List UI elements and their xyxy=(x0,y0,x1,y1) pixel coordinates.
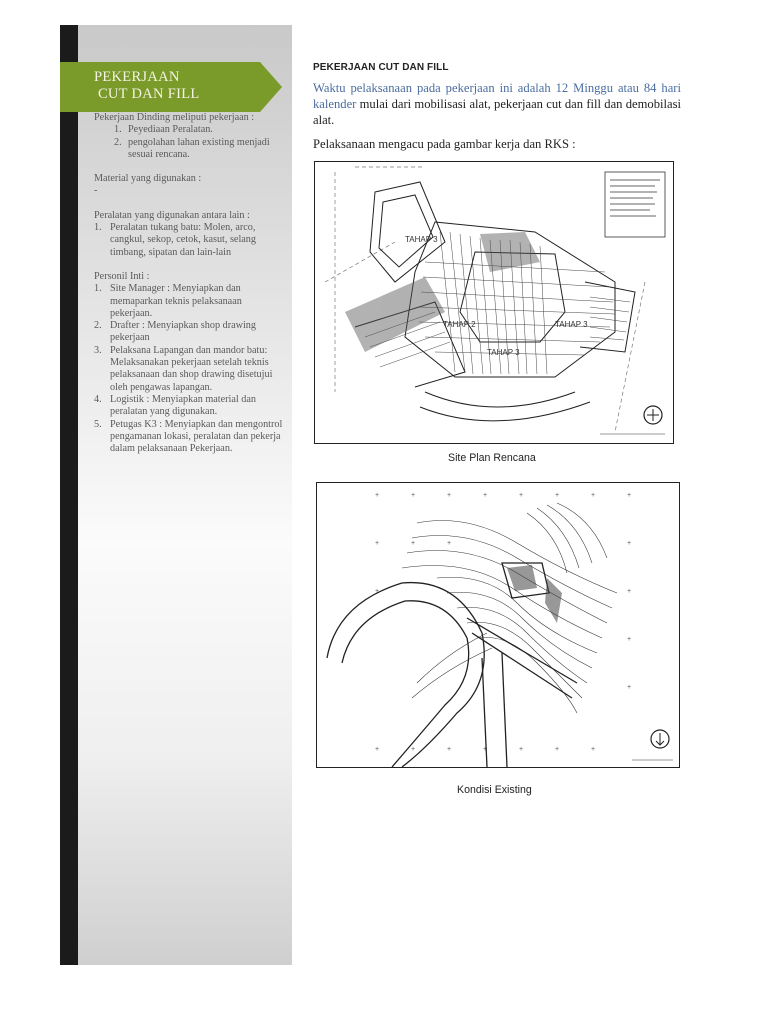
equipment-list xyxy=(94,222,284,259)
site-plan-caption: Site Plan Rencana xyxy=(448,452,536,464)
label-tahap-3b: TAHAP 3 xyxy=(555,320,588,329)
svg-text:+: + xyxy=(375,746,380,753)
list-number: 1. xyxy=(114,124,122,136)
list-number: 1. xyxy=(94,283,102,295)
list-item xyxy=(94,124,284,136)
list-item xyxy=(94,419,284,456)
svg-text:+: + xyxy=(627,636,632,643)
list-item xyxy=(94,222,284,259)
list-item xyxy=(94,283,284,320)
equipment-label: Peralatan yang digunakan antara lain : xyxy=(94,209,250,221)
svg-text:+: + xyxy=(447,746,452,753)
list-item xyxy=(94,320,284,345)
main-heading: PEKERJAAN CUT DAN FILL xyxy=(313,62,449,73)
list-number: 3. xyxy=(94,344,102,356)
list-text: Peyediaan Peralatan. xyxy=(128,124,213,136)
svg-text:+: + xyxy=(591,746,596,753)
list-item xyxy=(94,394,284,419)
svg-text:+: + xyxy=(447,492,452,499)
svg-text:+: + xyxy=(627,540,632,547)
svg-text:+: + xyxy=(519,746,524,753)
label-tahap-3a: TAHAP 3 xyxy=(405,235,438,244)
svg-text:+: + xyxy=(411,746,416,753)
scope-intro: Pekerjaan Dinding meliputi pekerjaan : xyxy=(94,112,255,123)
banner-title-line2: CUT DAN FILL xyxy=(97,86,200,102)
svg-text:+: + xyxy=(483,492,488,499)
sidebar-content xyxy=(94,112,284,455)
list-number: 1. xyxy=(94,222,102,234)
schedule-highlight: Waktu pelaksanaan pada pekerjaan ini adalah 12 Minggu atau 84 hari kalender xyxy=(313,81,681,111)
label-tahap-3c: TAHAP 3 xyxy=(487,348,520,357)
list-text: Logistik : Menyiapkan material dan peralatan yang digunakan. xyxy=(110,393,256,418)
reference-paragraph: Pelaksanaan mengacu pada gambar kerja dan RKS : xyxy=(313,137,576,151)
personnel-list xyxy=(94,283,284,455)
svg-text:+: + xyxy=(627,684,632,691)
list-number: 2. xyxy=(114,136,122,148)
list-number: 4. xyxy=(94,393,102,405)
label-tahap-2: TAHAP 2 xyxy=(443,320,476,329)
list-text: Site Manager : Menyiapkan dan memaparkan teknis pelaksanaan pekerjaan. xyxy=(110,283,242,319)
list-text: Petugas K3 : Menyiapkan dan mengontrol pengamanan lokasi, peralatan dan pekerja dalam pelaksanaan Pekerjaan. xyxy=(110,418,283,455)
schedule-rest: mulai dari mobilisasi alat, pekerjaan cut dan fill dan demobilasi alat. xyxy=(313,97,681,127)
svg-text:+: + xyxy=(627,492,632,499)
list-number: 5. xyxy=(94,418,102,430)
svg-text:+: + xyxy=(627,588,632,595)
list-text: Pelaksana Lapangan dan mandor batu: Melaksanakan pekerjaan setelah teknis pelaksanaan dan shop drawing disetujui oleh pengawas lapangan. xyxy=(110,344,273,393)
banner-title-line1: PEKERJAAN xyxy=(94,69,180,85)
svg-text:+: + xyxy=(447,540,452,547)
schedule-paragraph xyxy=(313,80,681,128)
banner-title xyxy=(94,69,200,103)
material-value: - xyxy=(94,185,98,197)
existing-condition-caption: Kondisi Existing xyxy=(457,784,532,796)
scope-list xyxy=(94,124,284,161)
site-plan-drawing xyxy=(314,161,674,444)
list-text: Drafter : Menyiapkan shop drawing pekerjaan xyxy=(110,320,256,344)
list-text: pengolahan lahan existing menjadi sesuai rencana. xyxy=(128,136,270,160)
existing-condition-image xyxy=(317,483,679,767)
sidebar-dark-strip xyxy=(60,25,78,965)
svg-text:+: + xyxy=(375,588,380,595)
svg-text:+: + xyxy=(555,492,560,499)
list-item xyxy=(94,345,284,394)
site-plan-image xyxy=(315,162,673,443)
svg-text:+: + xyxy=(555,746,560,753)
existing-condition-drawing xyxy=(316,482,680,768)
svg-text:+: + xyxy=(411,540,416,547)
list-item xyxy=(94,137,284,162)
material-label: Material yang digunakan : xyxy=(94,173,202,185)
list-text: Peralatan tukang batu: Molen, arco, cangkul, sekop, cetok, kasut, selang timbang, sipatan dan lain-lain xyxy=(110,222,256,258)
section-banner xyxy=(60,62,282,112)
svg-text:+: + xyxy=(375,492,380,499)
svg-text:+: + xyxy=(483,746,488,753)
list-number: 2. xyxy=(94,320,102,332)
svg-text:+: + xyxy=(411,492,416,499)
svg-text:+: + xyxy=(375,540,380,547)
svg-text:+: + xyxy=(591,492,596,499)
main-content xyxy=(313,62,681,152)
personnel-label: Personil Inti : xyxy=(94,270,150,282)
svg-text:+: + xyxy=(519,492,524,499)
